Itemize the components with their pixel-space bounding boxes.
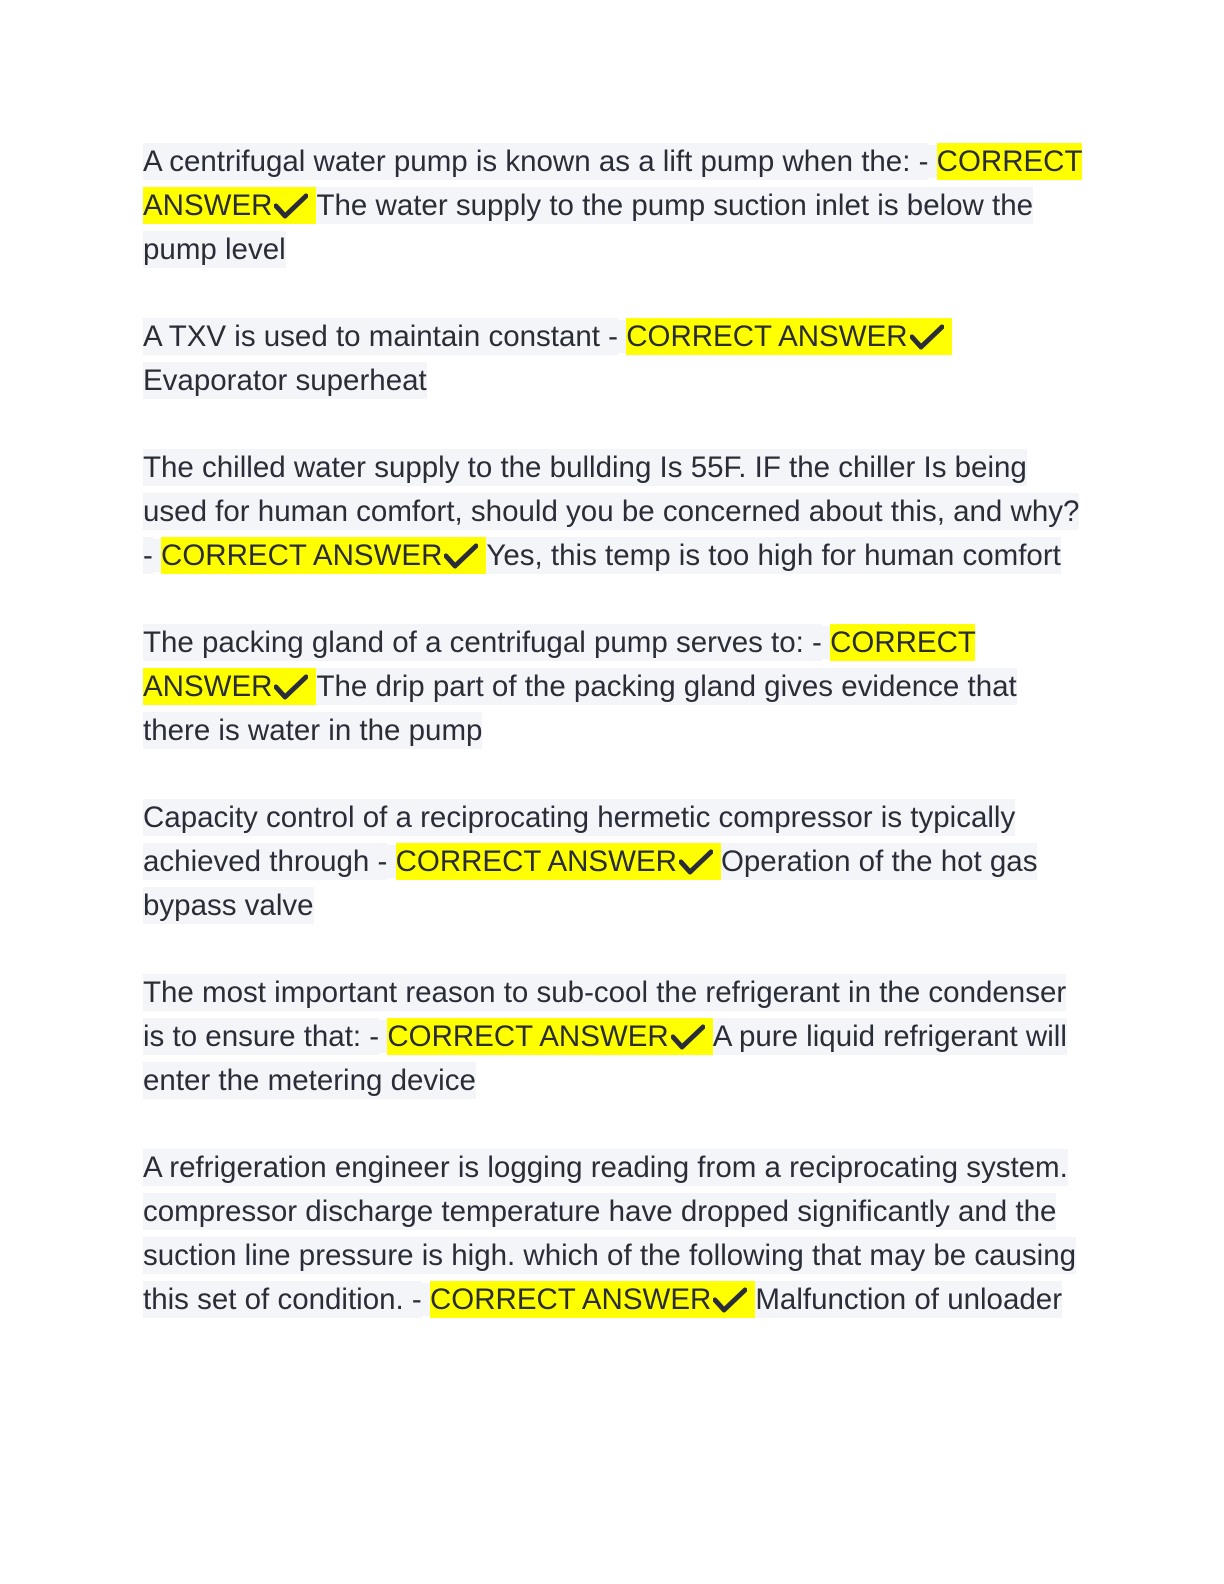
check-mark-icon <box>444 543 478 569</box>
qa-item-5 <box>143 796 1083 928</box>
answer-text: Evaporator superheat <box>143 364 427 397</box>
correct-answer-label: CORRECT ANSWER <box>396 843 721 880</box>
correct-answer-label: CORRECT ANSWER <box>626 318 951 355</box>
qa-item-4 <box>143 621 1083 753</box>
question-text: The packing gland of a centrifugal pump serves to: - <box>143 626 822 659</box>
answer-text: The water supply to the pump suction inlet is below the pump level <box>143 189 1034 266</box>
question-text: The most important reason to sub-cool the refrigerant in the condenser is to ensure that: - <box>143 976 1067 1053</box>
qa-item-6 <box>143 971 1083 1103</box>
correct-answer-label: CORRECT ANSWER <box>387 1018 712 1055</box>
answer-text: Yes, this temp is too high for human comfort <box>486 539 1061 572</box>
question-text: Capacity control of a reciprocating hermetic compressor is typically achieved through - <box>143 801 1016 878</box>
qa-item-7 <box>143 1146 1083 1322</box>
check-mark-icon <box>671 1024 705 1050</box>
correct-answer-label: CORRECT ANSWER <box>143 145 1082 222</box>
question-text: A centrifugal water pump is known as a lift pump when the: - <box>143 145 929 178</box>
check-mark-icon <box>679 849 713 875</box>
qa-item-3 <box>143 446 1083 578</box>
check-mark-icon <box>274 674 308 700</box>
answer-text: A pure liquid refrigerant will enter the metering device <box>143 1020 1067 1097</box>
question-text: A TXV is used to maintain constant - <box>143 320 618 353</box>
answer-text: Operation of the hot gas bypass valve <box>143 845 1038 922</box>
answer-text: Malfunction of unloader <box>755 1283 1063 1316</box>
correct-answer-label: CORRECT ANSWER <box>430 1281 755 1318</box>
qa-list <box>143 140 1083 1365</box>
check-mark-icon <box>274 193 308 219</box>
question-text: The chilled water supply to the bullding Is 55F. IF the chiller Is being used for human comfort, should you be concerned about this, and why? - <box>143 451 1080 572</box>
qa-item-1 <box>143 140 1083 272</box>
check-mark-icon <box>910 324 944 350</box>
correct-answer-label: CORRECT ANSWER <box>161 537 486 574</box>
check-mark-icon <box>713 1287 747 1313</box>
qa-item-2 <box>143 315 1083 403</box>
correct-answer-label: CORRECT ANSWER <box>143 626 976 703</box>
answer-text: The drip part of the packing gland gives evidence that there is water in the pump <box>143 670 1017 747</box>
question-text: A refrigeration engineer is logging reading from a reciprocating system. compressor discharge temperature have dropped significantly and the suction line pressure is high. which of the following that may be causing this set of condition. - <box>143 1151 1077 1316</box>
